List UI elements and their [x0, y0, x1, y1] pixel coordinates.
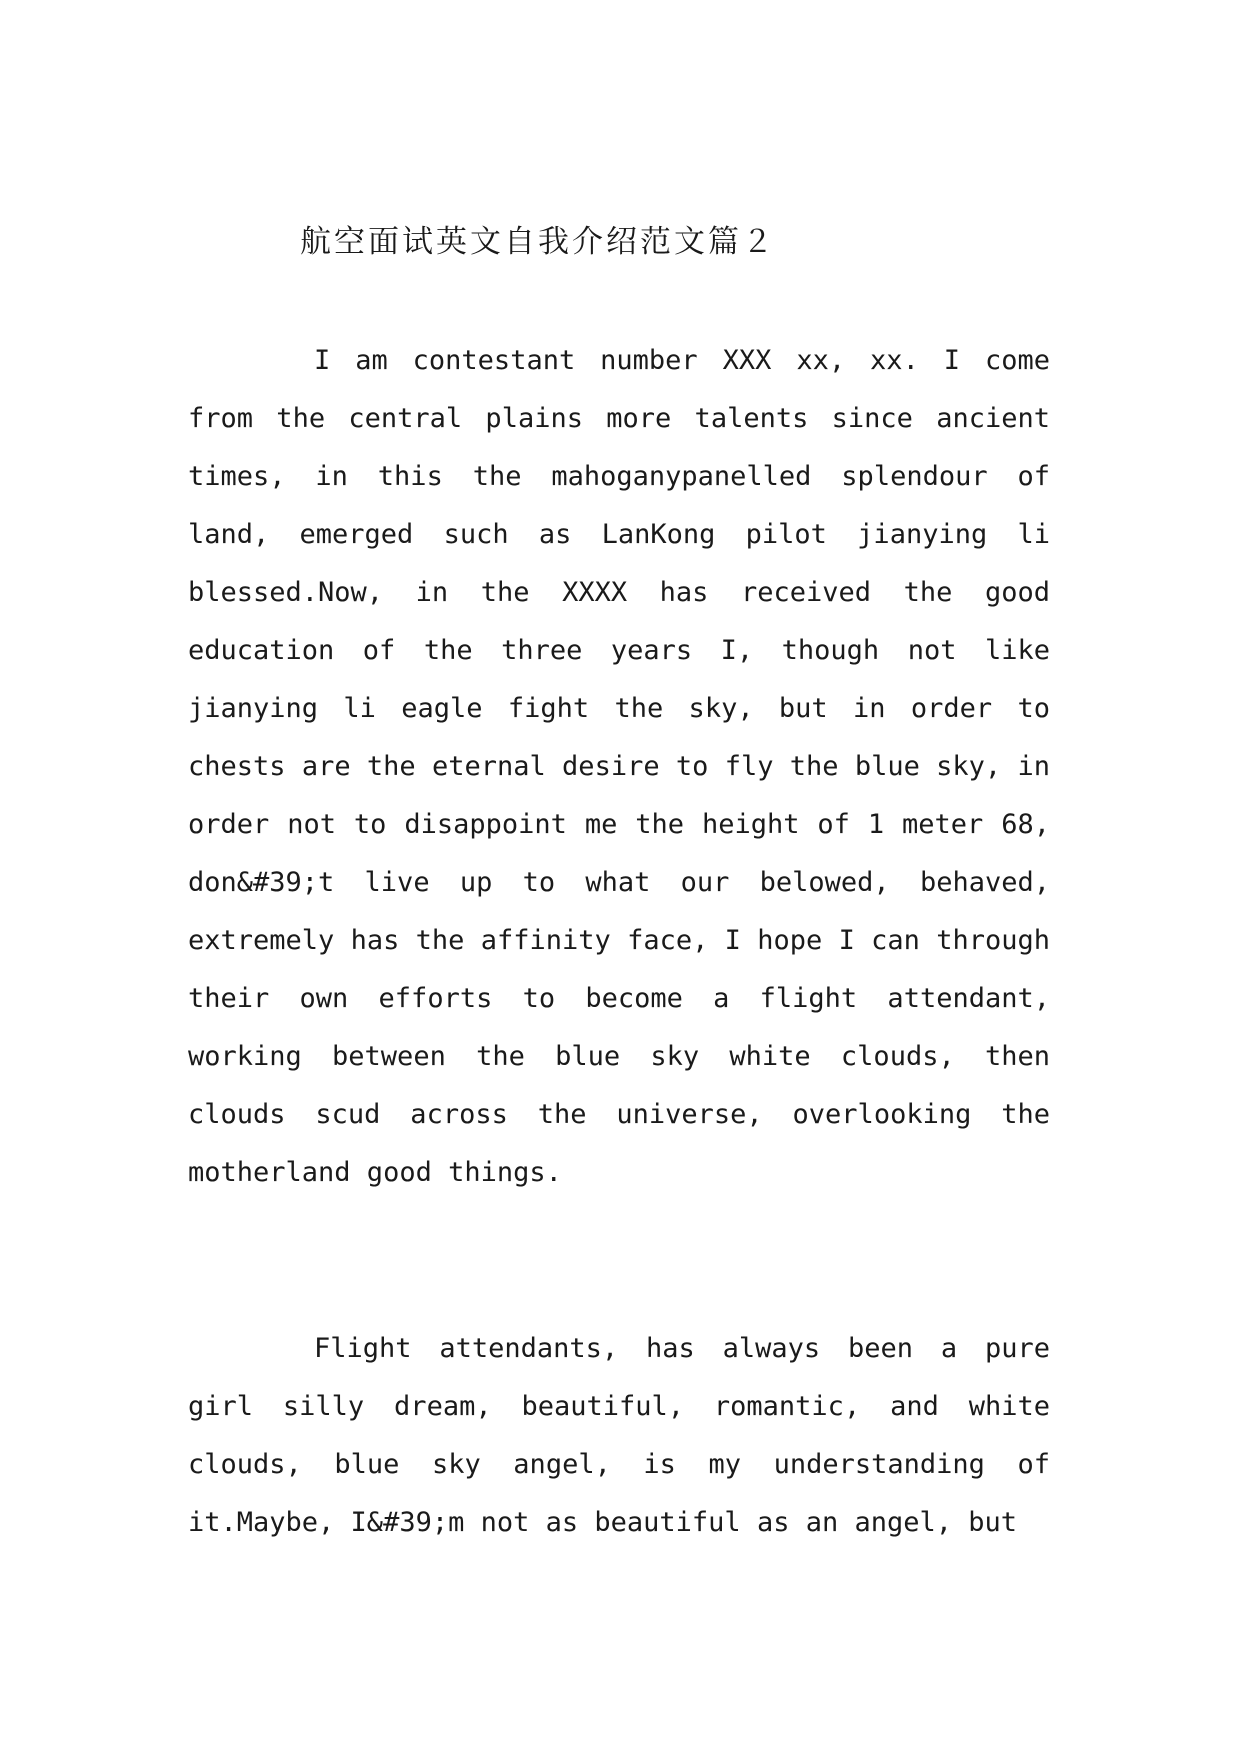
- paragraph-1: I am contestant number XXX xx, xx. I come from the central plains more talents since ancient times, in this the mahoganypanelled splendour of land, emerged such as LanKong pilot jianying li blessed.Now, in the XXXX has received the good education of the three years I, though not like jianying li eagle fight the sky, but in order to chests are the eternal desire to fly the blue sky, in order not to disappoint me the height of 1 meter 68, don&#39;t live up to what our belowed, behaved, extremely has the affinity face, I hope I can through their own efforts to become a flight attendant, working between the blue sky white clouds, then clouds scud across the universe, overlooking the motherland good things.: [188, 345, 1050, 1188]
- document-title: 航空面试英文自我介绍范文篇２: [300, 224, 776, 260]
- paragraph-2: Flight attendants, has always been a pure girl silly dream, beautiful, romantic, and white clouds, blue sky angel, is my understanding of it.Maybe, I&#39;m not as beautiful as an angel, but: [188, 1333, 1050, 1538]
